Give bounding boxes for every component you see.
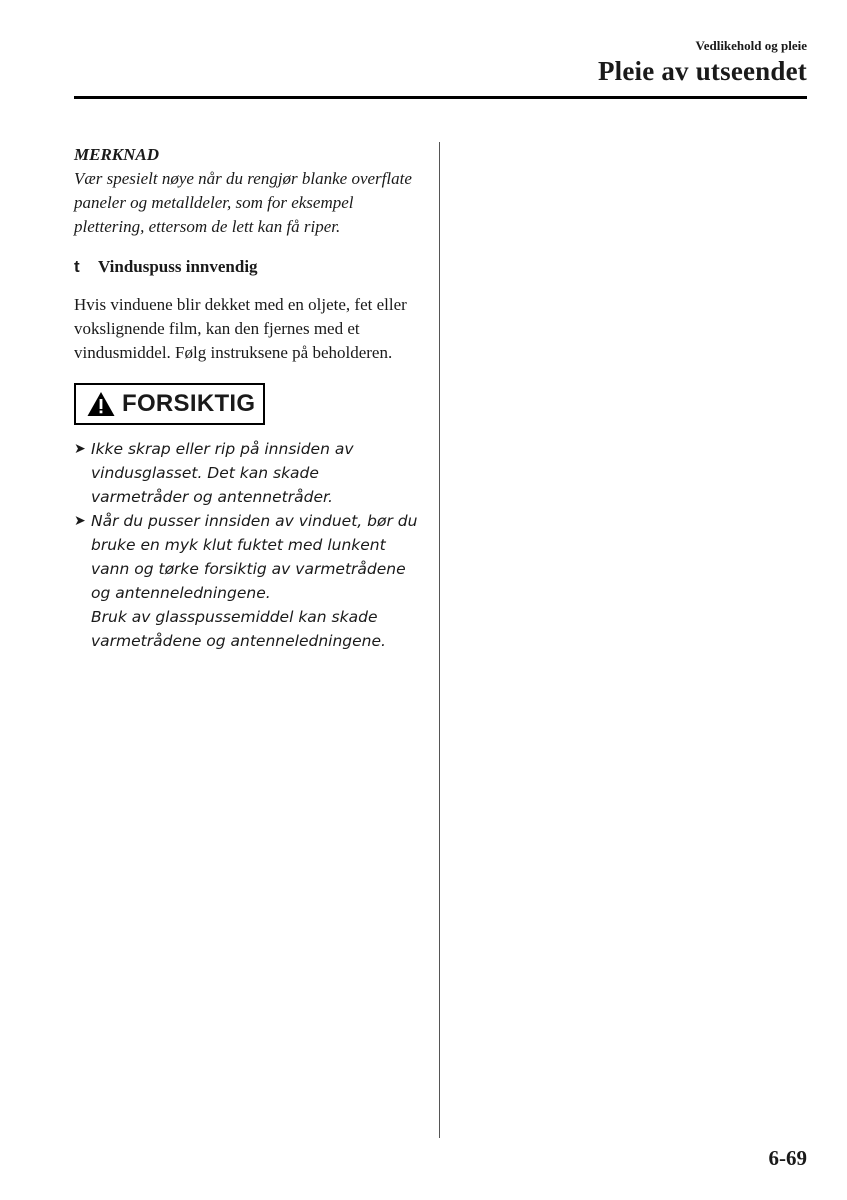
caution-list [74,437,419,653]
arrow-bullet-icon: ➤ [74,441,86,457]
arrow-bullet-icon: ➤ [74,513,86,529]
header-section-name: Vedlikehold og pleie [695,38,807,53]
column-divider [439,142,440,1138]
warning-triangle-icon [86,390,116,418]
caution-item-text: Bruk av glasspussemiddel kan skade varmetrådene og antenneledningene. [91,608,386,650]
caution-item [74,509,419,653]
caution-item-text: Når du pusser innsiden av vinduet, bør du bruke en myk klut fuktet med lunkent vann og tørke forsiktig av varmetrådene og antenneledningene. [91,512,418,602]
subsection-title: Vinduspuss innvendig [98,257,258,276]
caution-item [74,437,419,509]
caution-banner [74,383,265,425]
left-column [74,143,419,653]
note-body: Vær spesielt nøye når du rengjør blanke overflate paneler og metalldeler, som for eksempel plettering, ettersom de lett kan få riper. [74,169,412,236]
subsection-heading [74,255,419,279]
note-title: MERKNAD [74,145,160,164]
page-title: Pleie av utseendet [597,56,807,86]
page-number: 6-69 [768,1146,807,1170]
header-rule [74,96,807,99]
caution-item-text: Ikke skrap eller rip på innsiden av vindusglasset. Det kan skade varmetråder og antennetråder. [91,440,354,506]
subsection-marker: t [74,257,80,276]
caution-label: FORSIKTIG [122,390,256,417]
body-paragraph: Hvis vinduene blir dekket med en oljete, fet eller vokslignende film, kan den fjernes med et vindusmiddel. Følg instruksene på beholderen. [74,295,407,362]
